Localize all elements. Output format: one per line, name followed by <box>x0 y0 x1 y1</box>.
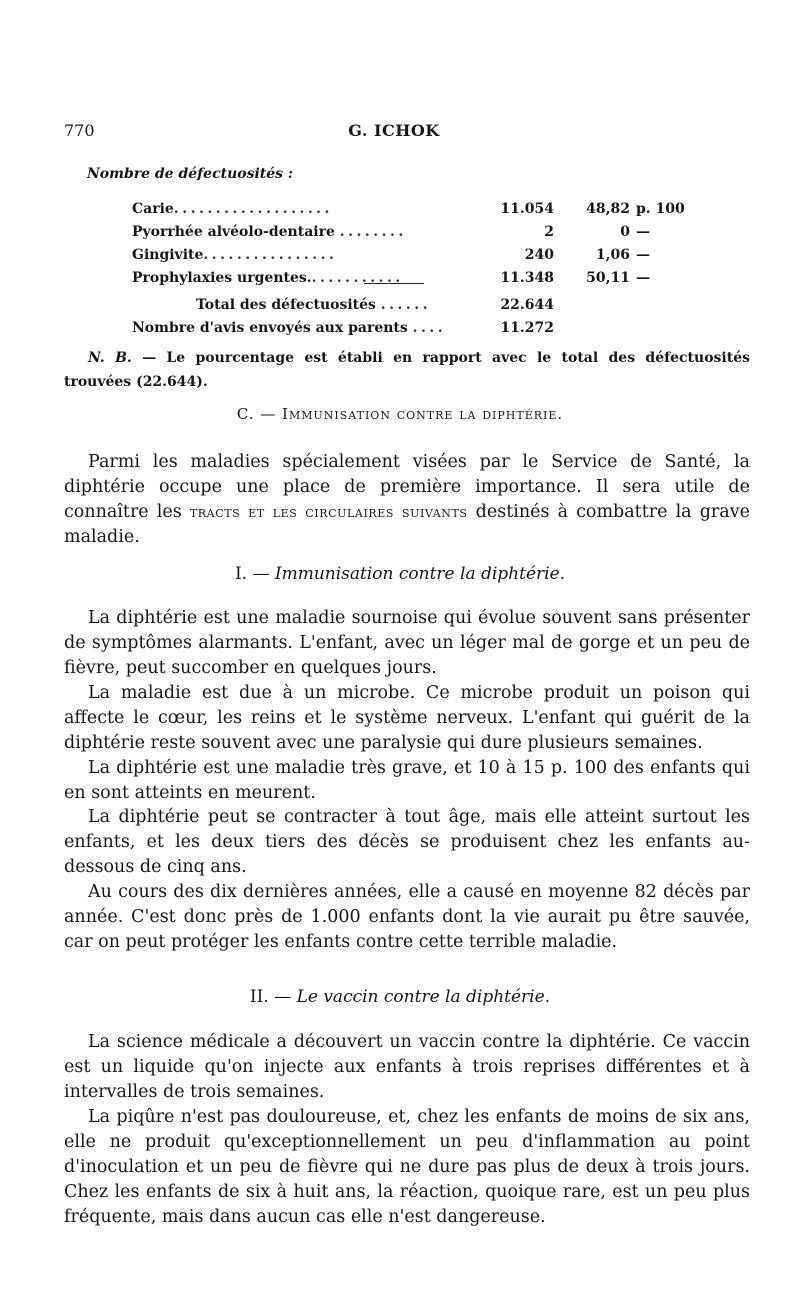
dot-leader: ................ <box>203 247 338 263</box>
defects-table <box>132 198 692 340</box>
defects-heading: Nombre de défectuosités : <box>87 166 294 182</box>
table-row <box>132 267 692 290</box>
row-percent: 50,11 <box>586 270 630 286</box>
section-i-title <box>0 564 800 584</box>
section-ii-heading: Le vaccin contre la diphtérie. <box>296 987 551 1007</box>
row-label: Prophylaxies urgentes. <box>132 270 312 286</box>
row-count: 11.348 <box>500 270 554 286</box>
paragraph: La diphtérie peut se contracter à tout âge, mais elle atteint surtout les enfants, et les deux tiers des décès se produisent chez les enfants au-dessous de cinq ans. <box>64 807 750 877</box>
note-text: — Le pourcentage est établi en rapport avec le total des défectuosités trouvées (22.644). <box>64 350 750 390</box>
section-ii-title <box>0 987 800 1007</box>
table-row <box>132 198 692 221</box>
page-number: 770 <box>64 121 95 140</box>
row-count: 11.054 <box>500 201 554 217</box>
dot-leader: ................... <box>173 201 333 217</box>
running-head: G. ICHOK <box>348 121 440 140</box>
note-prefix: N. B. <box>88 350 132 366</box>
dot-leader: ........... <box>311 270 404 286</box>
notices-label: Nombre d'avis envoyés aux parents <box>132 320 408 336</box>
section-i-heading: Immunisation contre la diphtérie. <box>274 564 566 584</box>
paragraph: La maladie est due à un microbe. Ce microbe produit un poison qui affecte le cœur, les reins et le système nerveux. L'enfant qui guérit de la diphtérie reste souvent avec une paralysie qui dure plusieurs semaines. <box>64 683 750 753</box>
row-label: Pyorrhée alvéolo-dentaire <box>132 224 335 240</box>
row-unit: p. 100 <box>636 201 685 217</box>
intro-paragraph: Parmi les maladies spécialement visées par le Service de Santé, la diphtérie occupe une place de première importance. Il sera utile de connaître les tracts et les circulaires suivants destinés à combattre la grave maladie. <box>64 452 750 547</box>
row-unit: — <box>636 270 650 286</box>
paragraph: La piqûre n'est pas douloureuse, et, chez les enfants de moins de six ans, elle ne produit qu'exceptionnellement un peu d'inflammation au point d'inoculation et un peu de fièvre qui ne dure pas plus de deux à trois jours. Chez les enfants de six à huit ans, la réaction, quoique rare, est un peu plus fréquente, mais dans aucun cas elle n'est dangereuse. <box>64 1107 750 1227</box>
total-row <box>132 294 692 317</box>
paragraph: La science médicale a découvert un vaccin contre la diphtérie. Ce vaccin est un liquide qu'on injecte aux enfants à trois reprises différentes et à intervalles de trois semaines. <box>64 1032 750 1102</box>
dot-leader: ........ <box>339 224 407 240</box>
dot-leader: .... <box>412 320 447 336</box>
total-rule <box>364 283 424 284</box>
row-percent: 1,06 <box>595 247 630 263</box>
notices-count: 11.272 <box>500 320 554 336</box>
paragraph: La diphtérie est une maladie sournoise qui évolue souvent sans présenter de symptômes alarmants. L'enfant, avec un léger mal de gorge et un peu de fièvre, peut succomber en quelques jours. <box>64 608 750 678</box>
row-unit: — <box>636 224 650 240</box>
row-label: Carie <box>132 201 174 217</box>
dot-leader: ...... <box>380 297 432 313</box>
paragraph: Au cours des dix dernières années, elle a causé en moyenne 82 décès par année. C'est donc près de 1.000 enfants dont la vie aurait pu être sauvée, car on peut protéger les enfants contre cette terrible maladie. <box>64 882 750 952</box>
table-row <box>132 221 692 244</box>
paragraph: La diphtérie est une maladie très grave, et 10 à 15 p. 100 des enfants qui en sont atteints en meurent. <box>64 758 750 803</box>
total-label: Total des défectuosités <box>196 297 376 313</box>
smallcaps-phrase: tracts et les circulaires suivants <box>189 503 468 521</box>
row-percent: 0 <box>620 224 630 240</box>
row-count: 2 <box>544 224 554 240</box>
table-row <box>132 244 692 267</box>
row-count: 240 <box>524 247 554 263</box>
row-unit: — <box>636 247 650 263</box>
total-count: 22.644 <box>500 297 554 313</box>
section-ii-number: II. — <box>249 987 297 1007</box>
footnote <box>64 346 750 394</box>
page-header <box>64 121 736 145</box>
section-c-title: C. — Immunisation contre la diphtérie. <box>236 405 564 423</box>
row-label: Gingivite <box>132 247 204 263</box>
notices-row <box>132 317 692 340</box>
section-i-number: I. — <box>234 564 275 584</box>
row-percent: 48,82 <box>586 201 630 217</box>
